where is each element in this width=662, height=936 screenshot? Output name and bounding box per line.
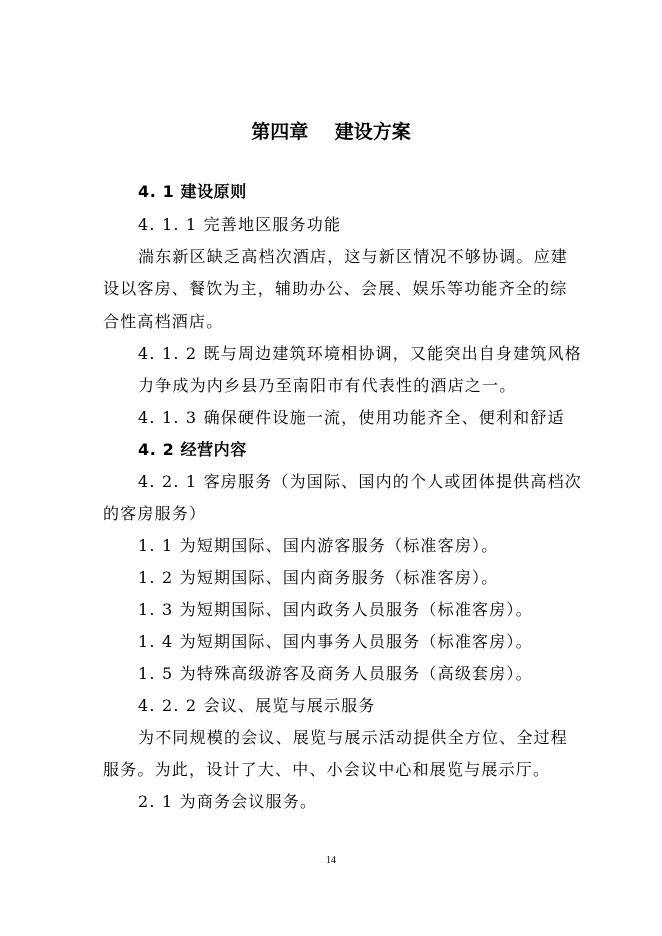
paragraph-line: 力争成为内乡县乃至南阳市有代表性的酒店之一。 (138, 376, 517, 395)
subsection-4-2-2: 4. 2. 2 会议、展览与展示服务 (138, 696, 376, 715)
page-number: 14 (326, 855, 336, 866)
subsection-4-1-1: 4. 1. 1 完善地区服务功能 (138, 215, 342, 234)
list-item-1-5: 1. 5 为特殊高级游客及商务人员服务（高级套房）。 (138, 664, 533, 683)
subsection-4-2-1: 4. 2. 1 客房服务（为国际、国内的个人或团体提供高档次 (138, 472, 582, 491)
section-heading-4-2: 4. 2 经营内容 (138, 440, 247, 459)
paragraph-line: 合性高档酒店。 (103, 312, 224, 331)
section-heading-4-1: 4. 1 建设原则 (138, 182, 247, 201)
paragraph-line: 服务。为此，设计了大、中、小会议中心和展览与展示厅。 (103, 760, 551, 779)
paragraph-line: 设以客房、餐饮为主，辅助办公、会展、娱乐等功能齐全的综 (103, 279, 568, 298)
list-item-2-1: 2. 1 为商务会议服务。 (138, 792, 318, 811)
list-item-1-2: 1. 2 为短期国际、国内商务服务（标准客房）。 (138, 568, 499, 587)
paragraph-line: 的客房服务） (103, 504, 207, 523)
subsection-4-1-3: 4. 1. 3 确保硬件设施一流，使用功能齐全、便利和舒适 (138, 408, 565, 427)
list-item-1-3: 1. 3 为短期国际、国内政务人员服务（标准客房）。 (138, 600, 533, 619)
chapter-title: 第四章 建设方案 (251, 121, 411, 143)
subsection-4-1-2: 4. 1. 2 既与周边建筑环境相协调，又能突出自身建筑风格 (138, 344, 582, 363)
paragraph-line: 湍东新区缺乏高档次酒店，这与新区情况不够协调。应建 (138, 247, 569, 266)
list-item-1-1: 1. 1 为短期国际、国内游客服务（标准客房）。 (138, 536, 499, 555)
list-item-1-4: 1. 4 为短期国际、国内事务人员服务（标准客房）。 (138, 632, 533, 651)
paragraph-line: 为不同规模的会议、展览与展示活动提供全方位、全过程 (138, 728, 569, 747)
